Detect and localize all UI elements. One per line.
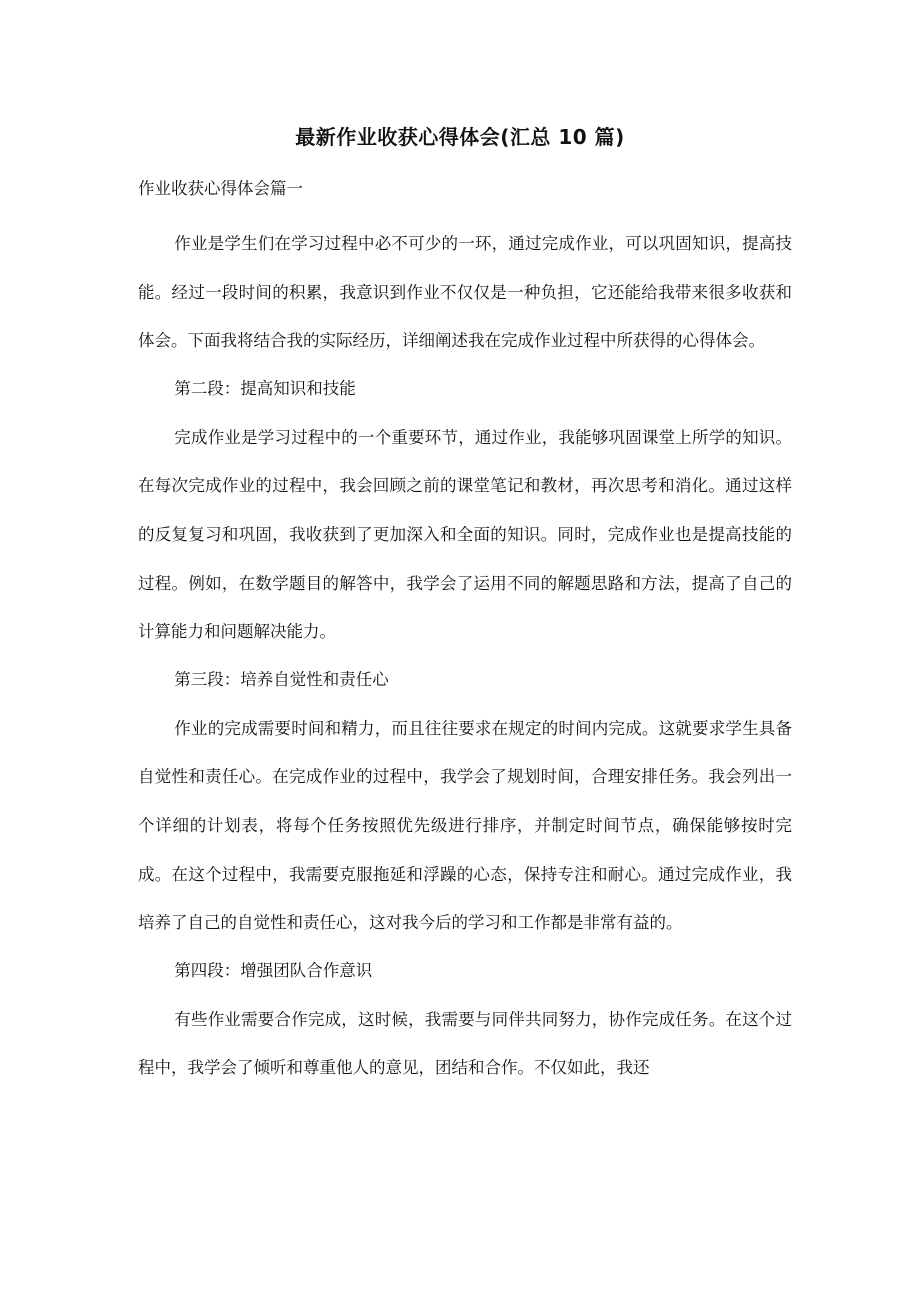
paragraph-responsibility: 作业的完成需要时间和精力，而且往往要求在规定的时间内完成。这就要求学生具备自觉性和责任心。在完成作业的过程中，我学会了规划时间，合理安排任务。我会列出一个详细的计划表，将每个任务按照优先级进行排序，并制定时间节点，确保能够按时完成。在这个过程中，我需要克服拖延和浮躁的心态，保持专注和耐心。通过完成作业，我培养了自己的自觉性和责任心，这对我今后的学习和工作都是非常有益的。	[138, 718, 792, 933]
section-title: 作业收获心得体会篇一	[138, 179, 303, 198]
paragraph-knowledge-skills: 完成作业是学习过程中的一个重要环节，通过作业，我能够巩固课堂上所学的知识。在每次完成作业的过程中，我会回顾之前的课堂笔记和教材，再次思考和消化。通过这样的反复复习和巩固，我收获到了更加深入和全面的知识。同时，完成作业也是提高技能的过程。例如，在数学题目的解答中，我学会了运用不同的解题思路和方法，提高了自己的计算能力和问题解决能力。	[138, 427, 792, 642]
document-title: 最新作业收获心得体会(汇总 10 篇)	[295, 125, 625, 149]
paragraph-teamwork: 有些作业需要合作完成，这时候，我需要与同伴共同努力，协作完成任务。在这个过程中，我学会了倾听和尊重他人的意见，团结和合作。不仅如此，我还	[138, 1009, 792, 1078]
document-body	[138, 172, 792, 1093]
heading-second-section: 第二段：提高知识和技能	[174, 378, 356, 398]
paragraph-intro: 作业是学生们在学习过程中必不可少的一环，通过完成作业，可以巩固知识，提高技能。经过一段时间的积累，我意识到作业不仅仅是一种负担，它还能给我带来很多收获和体会。下面我将结合我的实际经历，详细阐述我在完成作业过程中所获得的心得体会。	[138, 234, 792, 351]
heading-fourth-section: 第四段：增强团队合作意识	[174, 960, 373, 980]
heading-third-section: 第三段：培养自觉性和责任心	[174, 669, 389, 689]
